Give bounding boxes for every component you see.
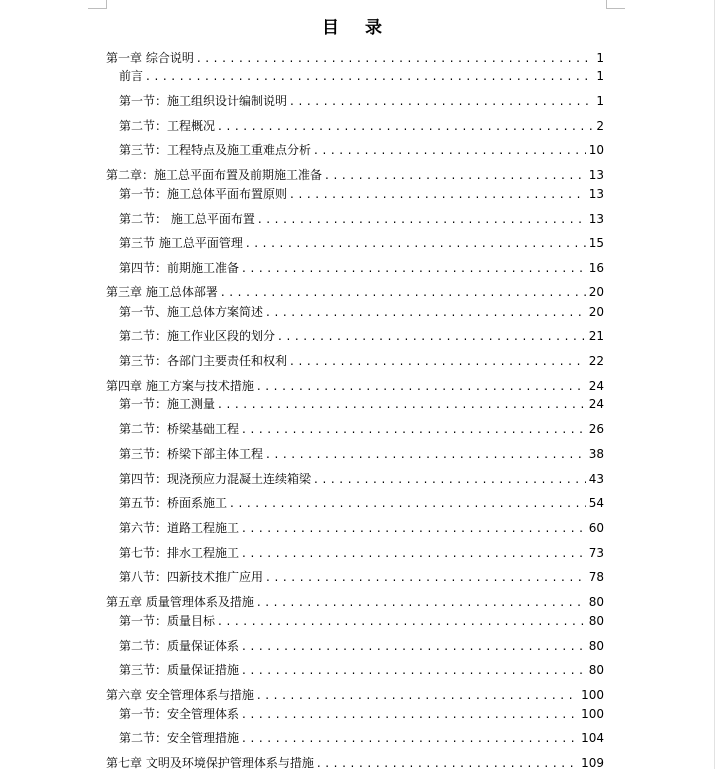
toc-page-number: 80 — [588, 595, 604, 609]
toc-page-number: 13 — [588, 187, 604, 201]
toc-entry-label: 第二节：质量保证体系 — [119, 639, 240, 653]
toc-dot-leader — [278, 329, 586, 343]
toc-page-number: 20 — [588, 305, 604, 319]
toc-dot-leader — [218, 119, 593, 133]
toc-entry-label: 第一节：施工组织设计编制说明 — [119, 94, 288, 108]
toc-page-number: 73 — [588, 546, 604, 560]
toc-section-entry[interactable] — [119, 257, 604, 275]
toc-dot-leader — [218, 614, 586, 628]
toc-entry-label: 第四节：前期施工准备 — [119, 261, 240, 275]
toc-dot-leader — [242, 422, 586, 436]
toc-dot-leader — [317, 756, 578, 770]
toc-entry-label: 第三节：各部门主要责任和权利 — [119, 354, 288, 368]
toc-page-number: 60 — [588, 521, 604, 535]
toc-dot-leader — [242, 521, 586, 535]
toc-dot-leader — [266, 305, 586, 319]
toc-chapter-entry[interactable] — [106, 47, 604, 65]
toc-chapter-entry[interactable] — [106, 281, 604, 299]
toc-page-number: 10 — [588, 143, 604, 157]
toc-entry-label: 第七节：排水工程施工 — [119, 546, 240, 560]
toc-entry-label: 第五章 质量管理体系及措施 — [106, 595, 254, 609]
toc-entry-label: 第三节 施工总平面管理 — [119, 236, 243, 250]
toc-section-entry[interactable] — [119, 183, 604, 201]
toc-dot-leader — [242, 639, 586, 653]
toc-entry-label: 第三节：质量保证措施 — [119, 663, 240, 677]
crop-mark-top-right — [606, 0, 625, 9]
toc-page-number: 80 — [588, 663, 604, 677]
toc-section-entry[interactable] — [119, 659, 604, 677]
toc-entry-label: 前言 — [119, 69, 144, 83]
toc-dot-leader — [242, 546, 586, 560]
toc-section-entry[interactable] — [119, 115, 604, 133]
toc-chapter-entry[interactable] — [106, 591, 604, 609]
toc-entry-label: 第一节：质量目标 — [119, 614, 216, 628]
toc-section-entry[interactable] — [119, 566, 604, 584]
toc-page-number: 26 — [588, 422, 604, 436]
toc-page-number: 2 — [596, 119, 604, 133]
toc-section-entry[interactable] — [119, 468, 604, 486]
toc-page-number: 1 — [596, 51, 604, 65]
toc-page-number: 80 — [588, 639, 604, 653]
toc-entry-label: 第二节： 施工总平面布置 — [119, 212, 255, 226]
crop-mark-top-left — [88, 0, 107, 9]
toc-page-number: 54 — [588, 496, 604, 510]
toc-dot-leader — [242, 707, 578, 721]
toc-page-number: 24 — [588, 379, 604, 393]
toc-dot-leader — [257, 379, 586, 393]
toc-section-entry[interactable] — [119, 90, 604, 108]
toc-dot-leader — [257, 595, 586, 609]
toc-page-number: 24 — [588, 397, 604, 411]
toc-section-entry[interactable] — [119, 610, 604, 628]
toc-page-number: 80 — [588, 614, 604, 628]
toc-entry-label: 第八节：四新技术推广应用 — [119, 570, 264, 584]
toc-entry-label: 第四节：现浇预应力混凝土连续箱梁 — [119, 472, 312, 486]
toc-chapter-entry[interactable] — [106, 684, 604, 702]
toc-entry-label: 第二节：施工作业区段的划分 — [119, 329, 276, 343]
toc-dot-leader — [290, 187, 586, 201]
toc-entry-label: 第二节：工程概况 — [119, 119, 216, 133]
toc-section-entry[interactable] — [119, 301, 604, 319]
toc-section-entry[interactable] — [119, 208, 604, 226]
toc-page-number: 13 — [588, 168, 604, 182]
toc-section-entry[interactable] — [119, 703, 604, 721]
toc-dot-leader — [242, 261, 586, 275]
toc-section-entry[interactable] — [119, 65, 604, 83]
toc-dot-leader — [246, 236, 586, 250]
toc-page-number: 38 — [588, 447, 604, 461]
toc-dot-leader — [197, 51, 594, 65]
toc-dot-leader — [290, 94, 593, 108]
toc-dot-leader — [314, 143, 586, 157]
toc-dot-leader — [218, 397, 586, 411]
toc-entry-label: 第三节：工程特点及施工重难点分析 — [119, 143, 312, 157]
toc-section-entry[interactable] — [119, 418, 604, 436]
toc-entry-label: 第三节：桥梁下部主体工程 — [119, 447, 264, 461]
toc-page-number: 16 — [588, 261, 604, 275]
toc-section-entry[interactable] — [119, 492, 604, 510]
toc-dot-leader — [258, 212, 586, 226]
toc-chapter-entry[interactable] — [106, 752, 604, 770]
toc-page-number: 22 — [588, 354, 604, 368]
toc-section-entry[interactable] — [119, 727, 604, 745]
toc-entry-label: 第二节：安全管理措施 — [119, 731, 240, 745]
toc-entry-label: 第三章 施工总体部署 — [106, 285, 218, 299]
toc-section-entry[interactable] — [119, 325, 604, 343]
page-edge — [714, 0, 715, 769]
toc-entry-label: 第一章 综合说明 — [106, 51, 194, 65]
toc-dot-leader — [314, 472, 586, 486]
toc-dot-leader — [146, 69, 593, 83]
toc-entry-label: 第一节：施工测量 — [119, 397, 216, 411]
toc-chapter-entry[interactable] — [106, 375, 604, 393]
toc-entry-label: 第七章 文明及环境保护管理体系与措施 — [106, 756, 314, 770]
toc-dot-leader — [242, 663, 586, 677]
toc-page-number: 100 — [581, 688, 604, 702]
toc-dot-leader — [290, 354, 586, 368]
toc-page-number: 104 — [581, 731, 604, 745]
toc-section-entry[interactable] — [119, 350, 604, 368]
toc-page-number: 20 — [588, 285, 604, 299]
toc-dot-leader — [325, 168, 586, 182]
toc-dot-leader — [266, 570, 586, 584]
toc-entry-label: 第六节：道路工程施工 — [119, 521, 240, 535]
toc-title: 目 录 — [322, 18, 392, 38]
toc-section-entry[interactable] — [119, 517, 604, 535]
toc-dot-leader — [257, 688, 578, 702]
toc-page-number: 15 — [588, 236, 604, 250]
toc-page-number: 43 — [588, 472, 604, 486]
toc-chapter-entry[interactable] — [106, 164, 604, 182]
toc-entry-label: 第二章：施工总平面布置及前期施工准备 — [106, 168, 323, 182]
toc-page-number: 78 — [588, 570, 604, 584]
toc-entry-label: 第一节：安全管理体系 — [119, 707, 240, 721]
toc-page-number: 109 — [581, 756, 604, 770]
toc-page-number: 1 — [596, 69, 604, 83]
toc-section-entry[interactable] — [119, 542, 604, 560]
toc-section-entry[interactable] — [119, 393, 604, 411]
toc-page-number: 100 — [581, 707, 604, 721]
toc-dot-leader — [221, 285, 586, 299]
toc-entry-label: 第五节：桥面系施工 — [119, 496, 228, 510]
toc-page-number: 1 — [596, 94, 604, 108]
toc-dot-leader — [230, 496, 586, 510]
toc-entry-label: 第六章 安全管理体系与措施 — [106, 688, 254, 702]
toc-page-number: 21 — [588, 329, 604, 343]
toc-section-entry[interactable] — [119, 232, 604, 250]
toc-dot-leader — [266, 447, 586, 461]
toc-entry-label: 第二节：桥梁基础工程 — [119, 422, 240, 436]
toc-entry-label: 第一节、施工总体方案简述 — [119, 305, 264, 319]
toc-section-entry[interactable] — [119, 139, 604, 157]
toc-section-entry[interactable] — [119, 443, 604, 461]
toc-section-entry[interactable] — [119, 635, 604, 653]
toc-dot-leader — [242, 731, 578, 745]
toc-page-number: 13 — [588, 212, 604, 226]
toc-entry-label: 第四章 施工方案与技术措施 — [106, 379, 254, 393]
toc-entry-label: 第一节：施工总体平面布置原则 — [119, 187, 288, 201]
